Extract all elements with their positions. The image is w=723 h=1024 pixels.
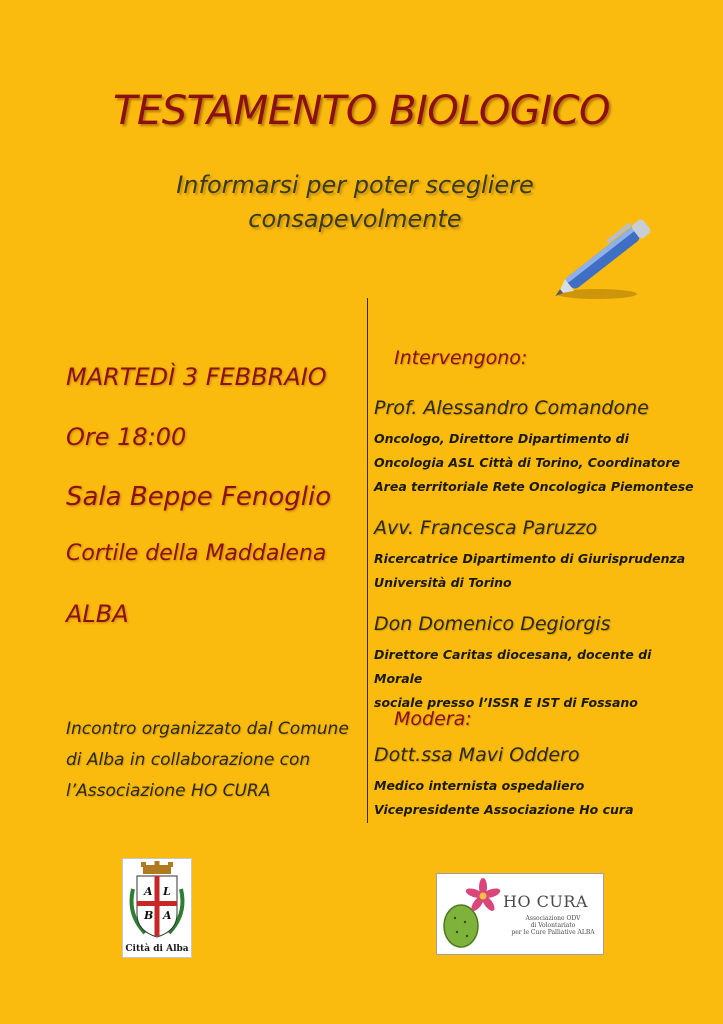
alba-crest-icon — [123, 859, 191, 943]
poster-subtitle — [150, 168, 560, 236]
speaker-desc-line: Area territoriale Rete Oncologica Piemontese — [374, 479, 694, 494]
organizer-line-1: Incontro organizzato dal Comune — [66, 719, 349, 739]
moderator-desc-line: Medico internista ospedaliero — [374, 778, 585, 793]
event-date: MARTEDÌ 3 FEBBRAIO — [66, 363, 327, 391]
speakers-label: Intervengono: — [394, 347, 528, 369]
speaker-desc-line: Direttore Caritas diocesana, docente di Morale — [374, 647, 652, 686]
speaker-name: Don Domenico Degiorgis — [374, 613, 611, 635]
speaker-description — [374, 547, 694, 595]
speaker-desc-line: Oncologia ASL Città di Torino, Coordinatore — [374, 455, 681, 470]
moderator-description — [374, 774, 694, 822]
ho-cura-logo-subline: per le Cure Palliative ALBA — [511, 929, 595, 936]
event-place: Cortile della Maddalena — [66, 541, 327, 566]
alba-logo-caption: Città di Alba — [125, 944, 189, 954]
citta-di-alba-logo — [122, 858, 192, 958]
column-divider — [367, 298, 368, 823]
speaker-desc-line: Università di Torino — [374, 575, 512, 590]
alba-letter: L — [163, 885, 171, 898]
speaker-desc-line: Oncologo, Direttore Dipartimento di — [374, 431, 629, 446]
ho-cura-logo-subline: di Volontariato — [530, 922, 576, 929]
ho-cura-logo — [436, 873, 604, 955]
moderator-desc-line: Vicepresidente Associazione Ho cura — [374, 802, 634, 817]
speaker-description — [374, 643, 694, 715]
event-venue: Sala Beppe Fenoglio — [66, 482, 332, 512]
organizer-text — [66, 714, 361, 807]
event-time: Ore 18:00 — [66, 423, 187, 451]
pen-icon — [545, 200, 670, 310]
organizer-line-3: l’Associazione HO CURA — [66, 781, 271, 801]
alba-letter: B — [144, 909, 154, 922]
poster-title: TESTAMENTO BIOLOGICO — [112, 88, 611, 134]
speaker-desc-line: Ricercatrice Dipartimento di Giurisprudenza — [374, 551, 686, 566]
alba-letter: A — [163, 909, 172, 922]
speaker-description — [374, 427, 694, 499]
organizer-line-2: di Alba in collaborazione con — [66, 750, 311, 770]
subtitle-line-1: Informarsi per poter scegliere — [176, 171, 534, 199]
moderator-label: Modera: — [394, 708, 472, 730]
speaker-name: Prof. Alessandro Comandone — [374, 397, 649, 419]
subtitle-line-2: consapevolmente — [248, 205, 462, 233]
ho-cura-logo-title: HO CURA — [503, 892, 588, 911]
speaker-name: Avv. Francesca Paruzzo — [374, 517, 598, 539]
moderator-name: Dott.ssa Mavi Oddero — [374, 744, 580, 766]
speaker-desc-line: sociale presso l’ISSR E IST di Fossano — [374, 695, 638, 710]
event-city: ALBA — [66, 600, 129, 628]
ho-cura-logo-subline: Associazione ODV — [525, 915, 581, 922]
cactus-flower-icon — [437, 874, 507, 954]
alba-letter: A — [144, 885, 153, 898]
